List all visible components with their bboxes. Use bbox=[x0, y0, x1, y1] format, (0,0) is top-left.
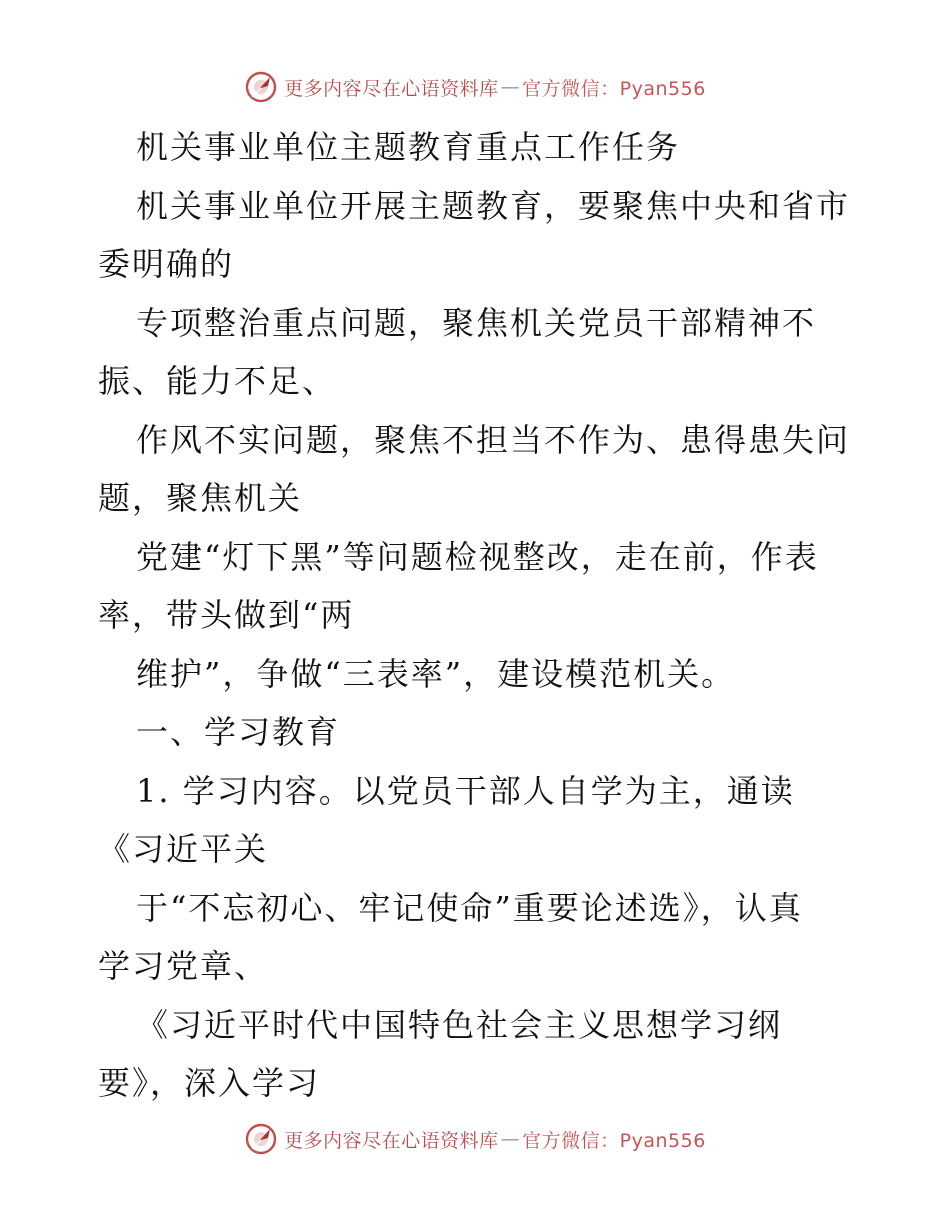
text-line: 一、学习教育 bbox=[136, 713, 341, 751]
document-body bbox=[98, 118, 858, 1113]
watermark-site-text: 更多内容尽在心语资料库 bbox=[284, 1129, 499, 1152]
text-line: 于“不忘初心、牢记使命”重要论述选》，认真 bbox=[136, 888, 803, 927]
text-line: 学习党章、 bbox=[98, 947, 269, 985]
watermark-site-text: 更多内容尽在心语资料库 bbox=[284, 77, 499, 100]
watermark-footer bbox=[0, 1122, 950, 1156]
watermark-wechat-text: 官方微信：Pyan556 bbox=[522, 77, 706, 100]
watermark-header bbox=[0, 70, 950, 104]
text-line: 1. 学习内容。以党员干部人自学为主，通读 bbox=[136, 771, 795, 810]
text-line: 作风不实问题，聚焦不担当不作为、患得患失问 bbox=[136, 420, 851, 459]
text-line: 《习近平关 bbox=[98, 830, 269, 868]
text-line: 委明确的 bbox=[98, 245, 235, 283]
text-line: 题，聚焦机关 bbox=[98, 479, 303, 517]
watermark-dash: — bbox=[500, 76, 521, 98]
text-line: 要》，深入学习 bbox=[98, 1064, 321, 1102]
text-line: 专项整治重点问题，聚焦机关党员干部精神不 bbox=[136, 303, 817, 342]
quill-logo-icon bbox=[244, 70, 278, 104]
watermark-dash: — bbox=[500, 1128, 521, 1150]
text-line: 维护”，争做“三表率”，建设模范机关。 bbox=[136, 654, 736, 693]
document-title: 机关事业单位主题教育重点工作任务 bbox=[136, 128, 681, 166]
quill-logo-icon bbox=[244, 1122, 278, 1156]
text-line: 率，带头做到“两 bbox=[98, 596, 355, 634]
text-line: 党建“灯下黑”等问题检视整改，走在前，作表 bbox=[136, 537, 819, 576]
text-line: 机关事业单位开展主题教育，要聚焦中央和省市 bbox=[136, 186, 851, 225]
text-line: 《习近平时代中国特色社会主义思想学习纲 bbox=[136, 1005, 783, 1044]
watermark-wechat-text: 官方微信：Pyan556 bbox=[522, 1129, 706, 1152]
text-line: 振、能力不足、 bbox=[98, 362, 337, 400]
